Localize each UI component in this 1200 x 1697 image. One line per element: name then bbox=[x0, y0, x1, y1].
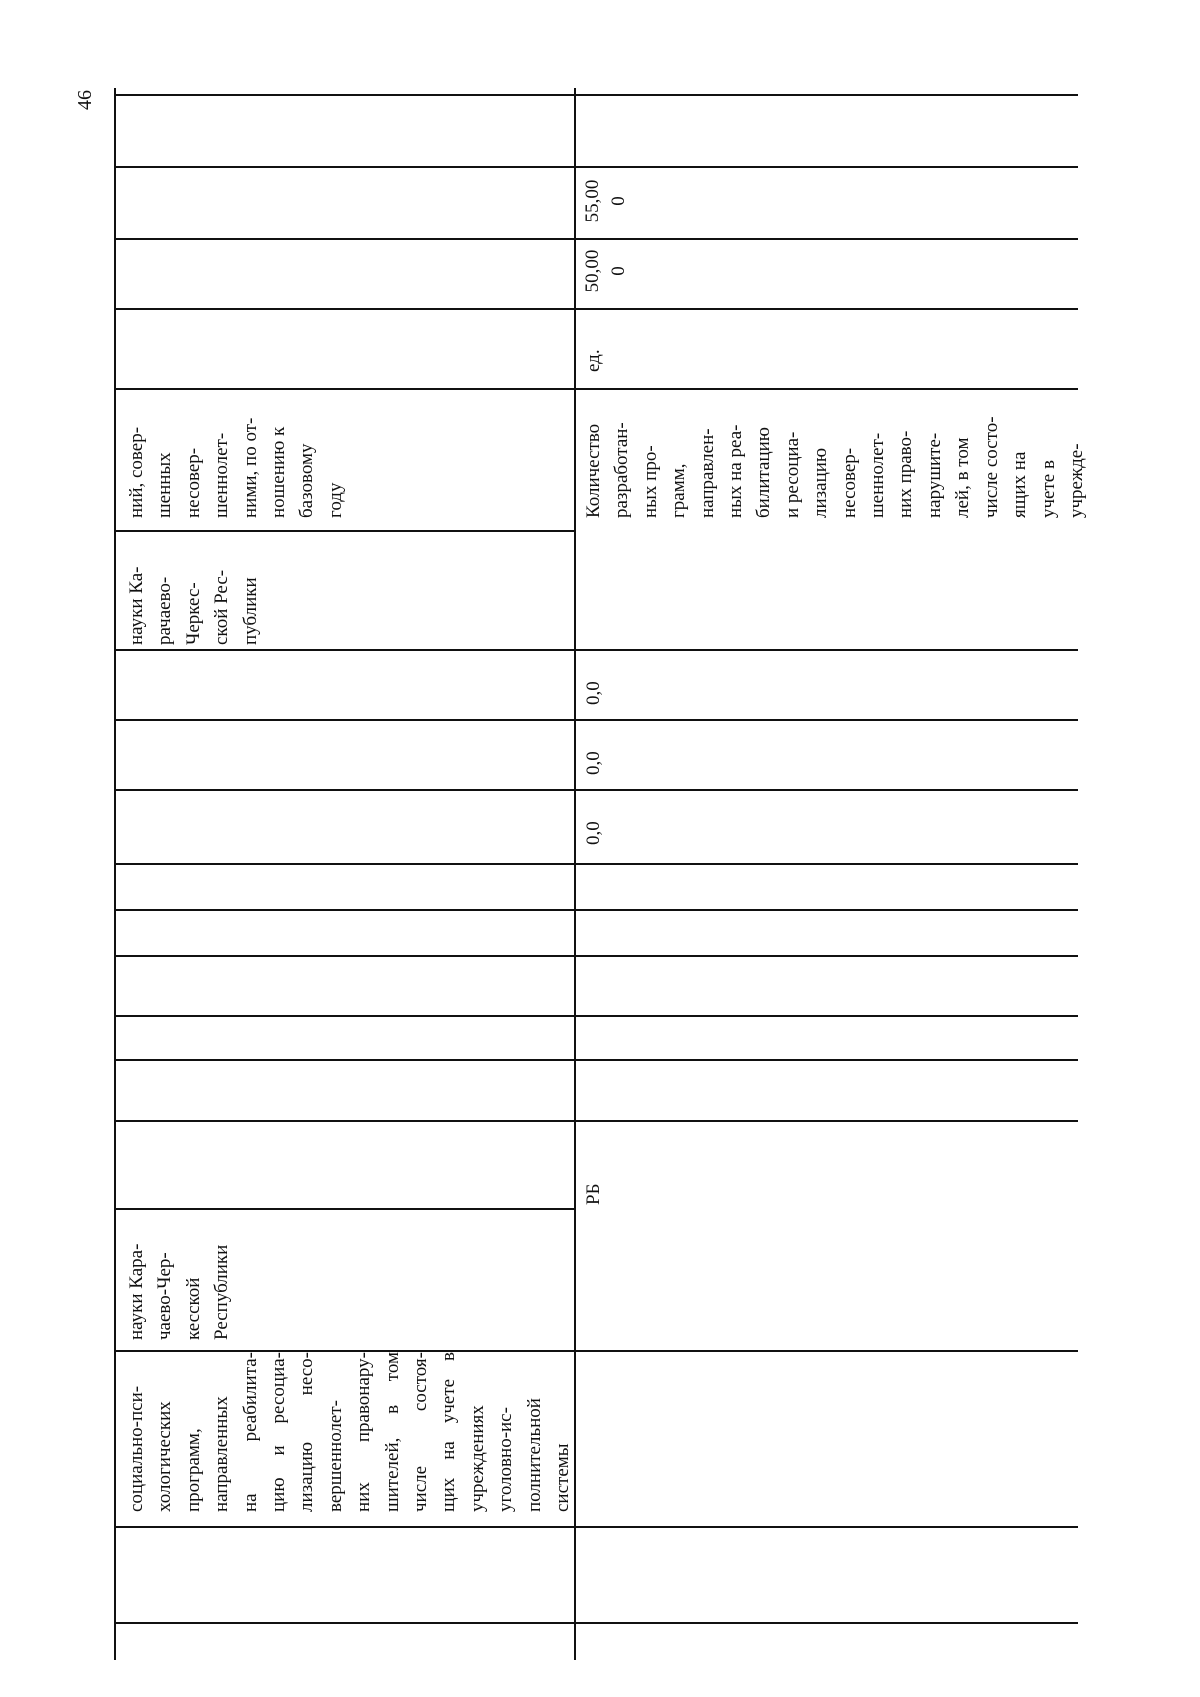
table-border-left bbox=[114, 88, 116, 1660]
funding-value-cell: 0,0 bbox=[583, 751, 604, 775]
target-value-cell: 50,00 0 bbox=[582, 249, 629, 293]
funding-source-cell: РБ bbox=[583, 1183, 604, 1205]
column-divider bbox=[114, 1526, 1078, 1528]
executor-cell: науки Кара- чаево-Чер- кесской Республики bbox=[126, 1243, 233, 1340]
table-border-top bbox=[114, 94, 1078, 96]
indicator-name-cell: Количество разработан- ных про- грамм, направлен- ных на реа- билитацию и ресоциа- лизацию несовер- шеннолет- них право- нарушите- лей, в том числе состо- ящих на учете в учрежде- bbox=[583, 416, 1087, 518]
funding-value-cell: 0,0 bbox=[583, 821, 604, 845]
column-divider bbox=[114, 308, 1078, 310]
column-divider bbox=[114, 1208, 574, 1210]
funding-value-cell: 0,0 bbox=[583, 681, 604, 705]
target-value-cell: 55,00 0 bbox=[582, 179, 629, 223]
column-divider bbox=[114, 909, 1078, 911]
column-divider bbox=[114, 530, 574, 532]
executor-cell: науки Ка- рачаево- Черкес- ской Рес- публики bbox=[126, 566, 261, 645]
indicator-cell: ний, совер- шенных несовер- шеннолет- ними, по от- ношению к базовому году bbox=[126, 417, 346, 518]
column-divider bbox=[114, 1622, 1078, 1624]
unit-cell: ед. bbox=[583, 349, 604, 372]
column-divider bbox=[114, 388, 1078, 390]
column-divider bbox=[114, 1059, 1078, 1061]
column-divider bbox=[114, 1015, 1078, 1017]
program-description-cell: социально-пси- хологических программ, направленных на реабилита- цию и ресоциа- лизацию несо- вершеннолет- них правонару- шителей, в том числе состоя- щих на учете в учреждениях уголовно-ис- полнительной системы bbox=[126, 1352, 574, 1512]
page-number: 46 bbox=[74, 90, 96, 110]
column-divider bbox=[114, 863, 1078, 865]
column-divider bbox=[114, 955, 1078, 957]
column-divider bbox=[114, 1120, 1078, 1122]
